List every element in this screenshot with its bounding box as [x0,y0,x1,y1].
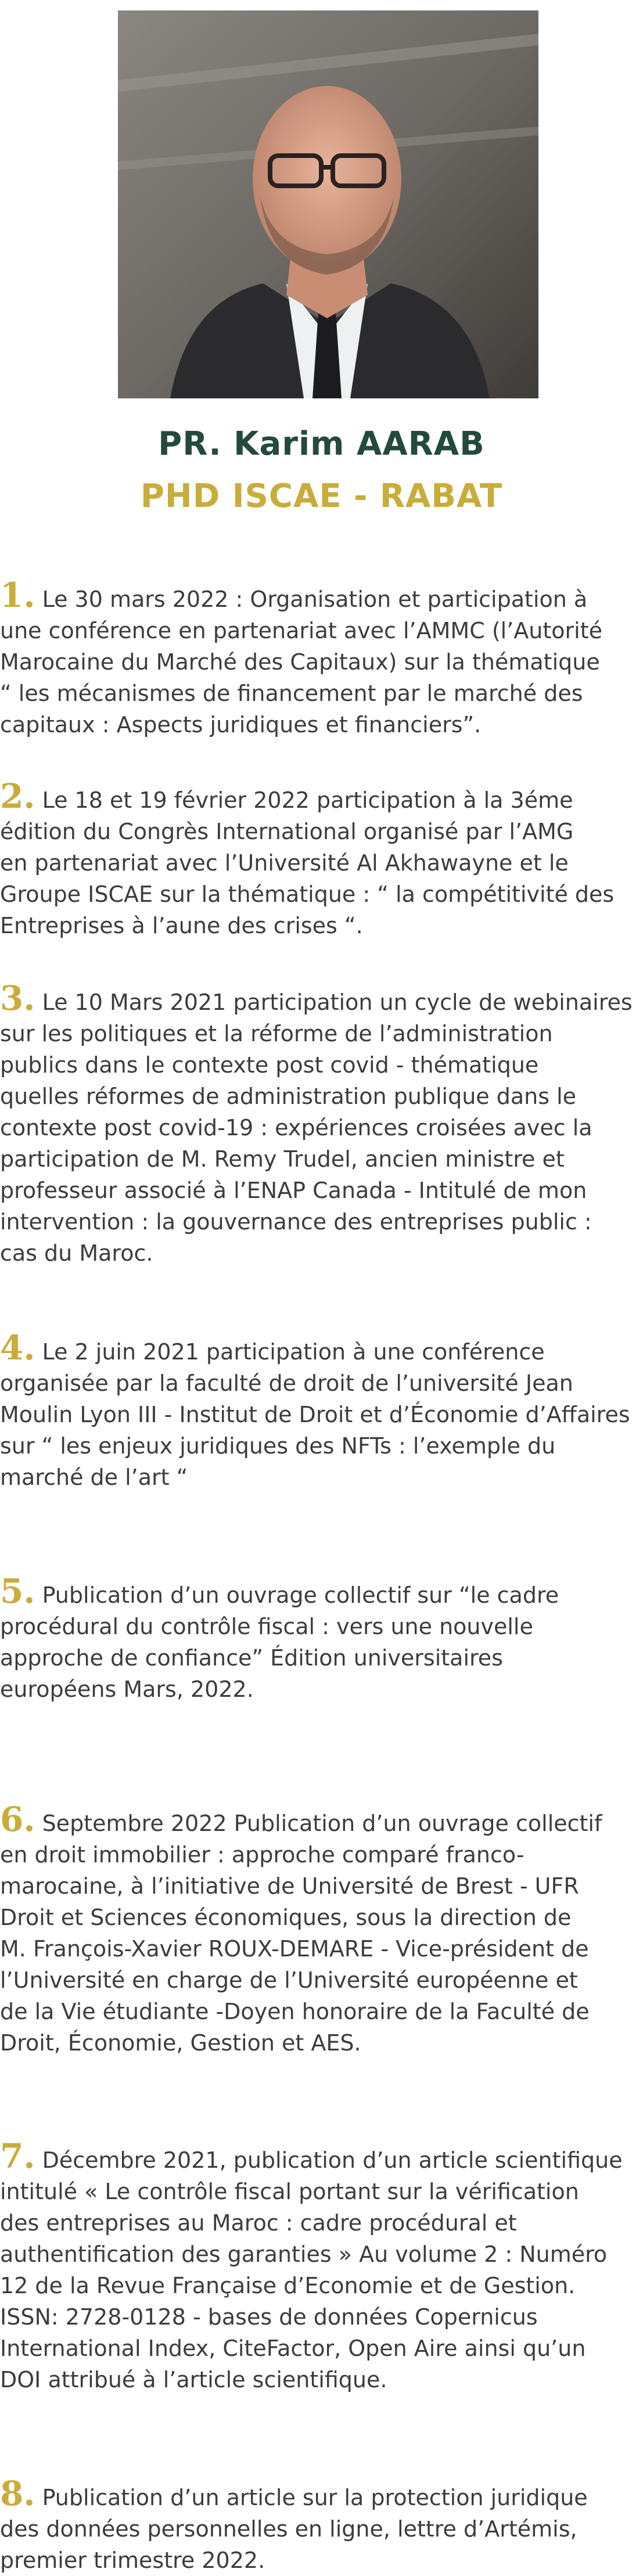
list-item-text: Décembre 2021, publication d’un article scientifique [42,2147,623,2173]
list-item-line [0,1399,643,1430]
list-item-line [0,1018,643,1049]
list-item-number: 3. [0,978,35,1018]
list-item-line [0,1800,643,1839]
list-item-line [0,910,643,941]
list-item-line [0,2176,643,2207]
list-item-text: premier trimestre 2022. [0,2548,265,2573]
list-item-line [0,646,643,678]
list-item-line [0,2545,643,2576]
list-item-text: publics dans le contexte post covid - thématique [0,1052,539,1078]
list-item-line [0,2513,643,2545]
list-item-line [0,1081,643,1112]
list-item-line [0,1642,643,1674]
list-item-line [0,847,643,879]
list-item-text: Le 30 mars 2022 : Organisation et participation à [42,587,588,612]
list-item-text: Le 10 Mars 2021 participation un cycle de webinaires [42,990,633,1015]
profile-name: PR. Karim AARAB [158,425,485,463]
list-item-text: de la Vie étudiante -Doyen honoraire de la Faculté de [0,1999,590,2024]
list-item-number: 4. [0,1328,35,1368]
list-item-text: Le 18 et 19 février 2022 participation à la 3éme [42,787,573,813]
list-item-text: Moulin Lyon III - Institut de Droit et d’Économie d’Affaires [0,1402,630,1427]
list-item-line [0,879,643,910]
list-item-line [0,678,643,709]
list-item [0,776,643,941]
list-item-text: marocaine, à l’initiative de Université de Brest - UFR [0,1873,579,1899]
list-item-line [0,1996,643,2027]
list-item-line [0,776,643,816]
list-item-line [0,575,643,615]
list-item-line [0,1933,643,1965]
list-item-text: en droit immobilier : approche comparé franco- [0,1842,525,1868]
list-item-text: procédural du contrôle fiscal : vers une nouvelle [0,1614,533,1639]
list-item-text: DOI attribué à l’article scientifique. [0,2367,387,2392]
list-item-text: Le 2 juin 2021 participation à une conférence [42,1339,545,1365]
list-item-text: Septembre 2022 Publication d’un ouvrage collectif [42,1811,602,1836]
list-item-line [0,1462,643,1493]
list-item-line [0,2136,643,2176]
list-item-number: 5. [0,1571,35,1611]
list-item-number: 6. [0,1800,35,1839]
list-item-text: Entreprises à l’aune des crises “. [0,913,363,938]
list-item-line [0,709,643,740]
list-item-text: approche de confiance” Édition universitaires [0,1645,503,1671]
list-item-line [0,1870,643,1902]
list-item-line [0,1206,643,1237]
list-item-text: des données personnelles en ligne, lettre d’Artémis, [0,2516,577,2542]
list-item-line [0,2333,643,2364]
list-item-text: l’Université en charge de l’Université européenne et [0,1967,578,1993]
list-item-line [0,2301,643,2333]
list-item-text: quelles réformes de administration publique dans le [0,1084,577,1109]
list-item [0,2136,643,2395]
list-item-line [0,1839,643,1870]
list-item-line [0,1571,643,1611]
list-item-line [0,1143,643,1175]
list-item-text: contexte post covid-19 : expériences croisées avec la [0,1115,592,1141]
list-item-text: Marocaine du Marché des Capitaux) sur la thématique [0,649,600,675]
list-item-text: sur “ les enjeux juridiques des NFTs : l’exemple du [0,1433,556,1459]
portrait-photo [118,10,538,398]
list-item-text: authentification des garanties » Au volume 2 : Numéro [0,2242,608,2267]
list-item-text: participation de M. Remy Trudel, ancien ministre et [0,1146,565,1172]
list-item-line [0,978,643,1018]
list-item [0,978,643,1269]
list-item-text: cas du Maroc. [0,1240,153,1266]
list-item-line [0,1611,643,1642]
list-item-line [0,2027,643,2059]
list-item-text: Publication d’un article sur la protection juridique [42,2485,588,2510]
list-item-text: capitaux : Aspects juridiques et financiers”. [0,712,482,737]
list-item-text: Publication d’un ouvrage collectif sur “le cadre [42,1582,559,1608]
list-item-line [0,816,643,847]
list-item-text: organisée par la faculté de droit de l’université Jean [0,1370,573,1396]
list-item-text: européens Mars, 2022. [0,1676,254,1702]
list-item-line [0,615,643,646]
list-item-line [0,1049,643,1081]
profile-degree: PHD ISCAE - RABAT [140,477,503,515]
list-item-number: 2. [0,776,35,816]
list-item-text: en partenariat avec l’Université Al Akhawayne et le [0,850,569,876]
list-item-line [0,2270,643,2301]
list-item-text: International Index, CiteFactor, Open Aire ainsi qu’un [0,2336,586,2361]
list-item-line [0,1175,643,1206]
list-item-text: intervention : la gouvernance des entreprises public : [0,1209,592,1235]
list-item-line [0,1237,643,1269]
list-item-line [0,1430,643,1462]
list-item-text: une conférence en partenariat avec l’AMMC (l’Autorité [0,618,602,643]
list-item-number: 8. [0,2474,35,2513]
list-item-line [0,2207,643,2239]
list-item-text: “ les mécanismes de financement par le marché des [0,681,583,706]
list-item-text: Droit et Sciences économiques, sous la direction de [0,1905,572,1930]
list-item-number: 7. [0,2136,35,2176]
list-item-line [0,1112,643,1143]
list-item [0,1328,643,1493]
list-item-text: Groupe ISCAE sur la thématique : “ la compétitivité des [0,882,615,907]
list-item-line [0,1674,643,1705]
list-item-text: des entreprises au Maroc : cadre procédural et [0,2210,517,2236]
list-item-text: 12 de la Revue Française d’Economie et de Gestion. [0,2273,576,2298]
list-item-text: intitulé « Le contrôle fiscal portant sur la vérification [0,2179,579,2204]
list-item-line [0,1965,643,1996]
list-item-text: marché de l’art “ [0,1465,188,1490]
list-item-text: professeur associé à l’ENAP Canada - Intitulé de mon [0,1178,587,1203]
list-item [0,575,643,740]
list-item-number: 1. [0,575,35,615]
list-item-text: ISSN: 2728-0128 - bases de données Copernicus [0,2304,538,2330]
list-item-text: sur les politiques et la réforme de l’administration [0,1021,553,1046]
list-item-text: M. François-Xavier ROUX-DEMARE - Vice-président de [0,1936,589,1962]
list-item-line [0,1902,643,1933]
list-item-line [0,1328,643,1368]
list-item-line [0,1368,643,1399]
list-item [0,1571,643,1705]
list-item-line [0,2364,643,2395]
list-item-text: Droit, Économie, Gestion et AES. [0,2030,361,2056]
list-item-text: édition du Congrès International organisé par l’AMG [0,819,574,844]
list-item-line [0,2239,643,2270]
list-item [0,2474,643,2576]
list-item [0,1800,643,2059]
